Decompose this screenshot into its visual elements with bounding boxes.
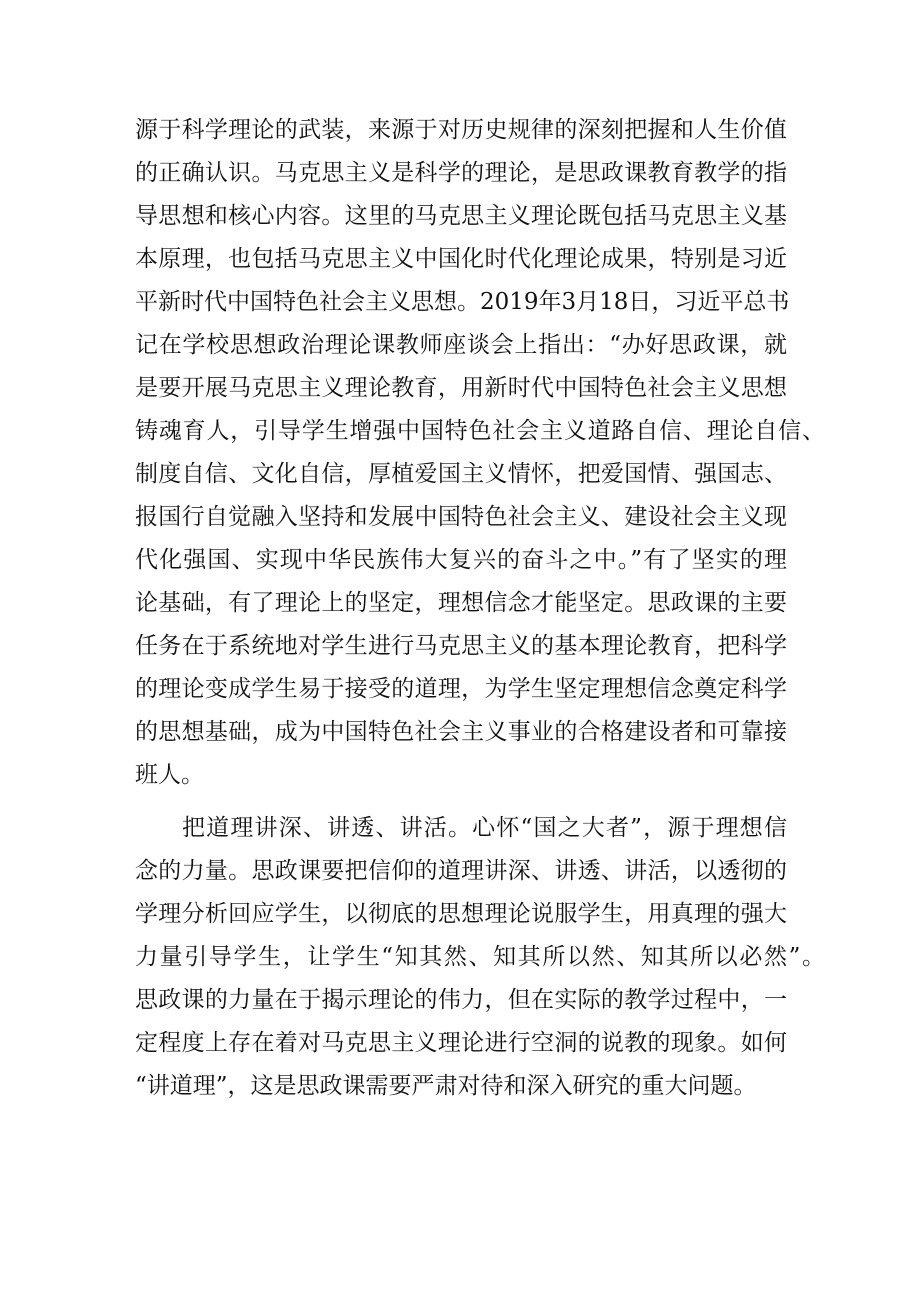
- paragraph-2-line-6: 定程度上存在着对马克思主义理论进行空洞的说教的现象。如何: [135, 1030, 787, 1056]
- paragraph-1-line-14: 的理论变成学生易于接受的道理，为学生坚定理想信念奠定科学: [135, 676, 787, 702]
- paragraph-1-line-8: 铸魂育人，引导学生增强中国特色社会主义道路自信、理论自信、: [135, 418, 825, 444]
- paragraph-1-line-13: 任务在于系统地对学生进行马克思主义的基本理论教育，把科学: [135, 633, 787, 659]
- paragraph-2-line-2: 念的力量。思政课要把信仰的道理讲深、讲透、讲活，以透彻的: [135, 858, 787, 884]
- paragraph-1-line-6: 记在学校思想政治理论课教师座谈会上指出：“办好思政课，就: [135, 332, 787, 358]
- paragraph-2-line-7: “讲道理”，这是思政课需要严肃对待和深入研究的重大问题。: [135, 1073, 757, 1099]
- paragraph-1-line-9: 制度自信、文化自信，厚植爱国主义情怀，把爱国情、强国志、: [135, 461, 787, 487]
- paragraph-1-line-3: 导思想和核心内容。这里的马克思主义理论既包括马克思主义基: [135, 203, 787, 229]
- paragraph-1-line-12: 论基础，有了理论上的坚定，理想信念才能坚定。思政课的主要: [135, 590, 787, 616]
- paragraph-1-line-15: 的思想基础，成为中国特色社会主义事业的合格建设者和可靠接: [135, 719, 787, 745]
- paragraph-2-line-5: 思政课的力量在于揭示理论的伟力，但在实际的教学过程中，一: [135, 987, 787, 1013]
- paragraph-1-line-11: 代化强国、实现中华民族伟大复兴的奋斗之中。”有了坚实的理: [135, 547, 787, 573]
- paragraph-1-line-4: 本原理，也包括马克思主义中国化时代化理论成果，特别是习近: [135, 246, 787, 272]
- paragraph-2-line-1: 把道理讲深、讲透、讲活。心怀“国之大者”，源于理想信: [182, 815, 787, 841]
- paragraph-2-line-4: 力量引导学生，让学生“知其然、知其所以然、知其所以必然”。: [135, 944, 825, 970]
- paragraph-2-line-3: 学理分析回应学生，以彻底的思想理论说服学生，用真理的强大: [135, 901, 787, 927]
- paragraph-1-line-1: 源于科学理论的武装，来源于对历史规律的深刻把握和人生价值: [135, 117, 787, 143]
- paragraph-1-line-7: 是要开展马克思主义理论教育，用新时代中国特色社会主义思想: [135, 375, 787, 401]
- paragraph-1-line-10: 报国行自觉融入坚持和发展中国特色社会主义、建设社会主义现: [135, 504, 787, 530]
- paragraph-1-line-16: 班人。: [135, 762, 204, 788]
- paragraph-1-line-2: 的正确认识。马克思主义是科学的理论，是思政课教育教学的指: [135, 160, 787, 186]
- paragraph-1-line-5: 平新时代中国特色社会主义思想。2019年3月18日，习近平总书: [135, 289, 790, 315]
